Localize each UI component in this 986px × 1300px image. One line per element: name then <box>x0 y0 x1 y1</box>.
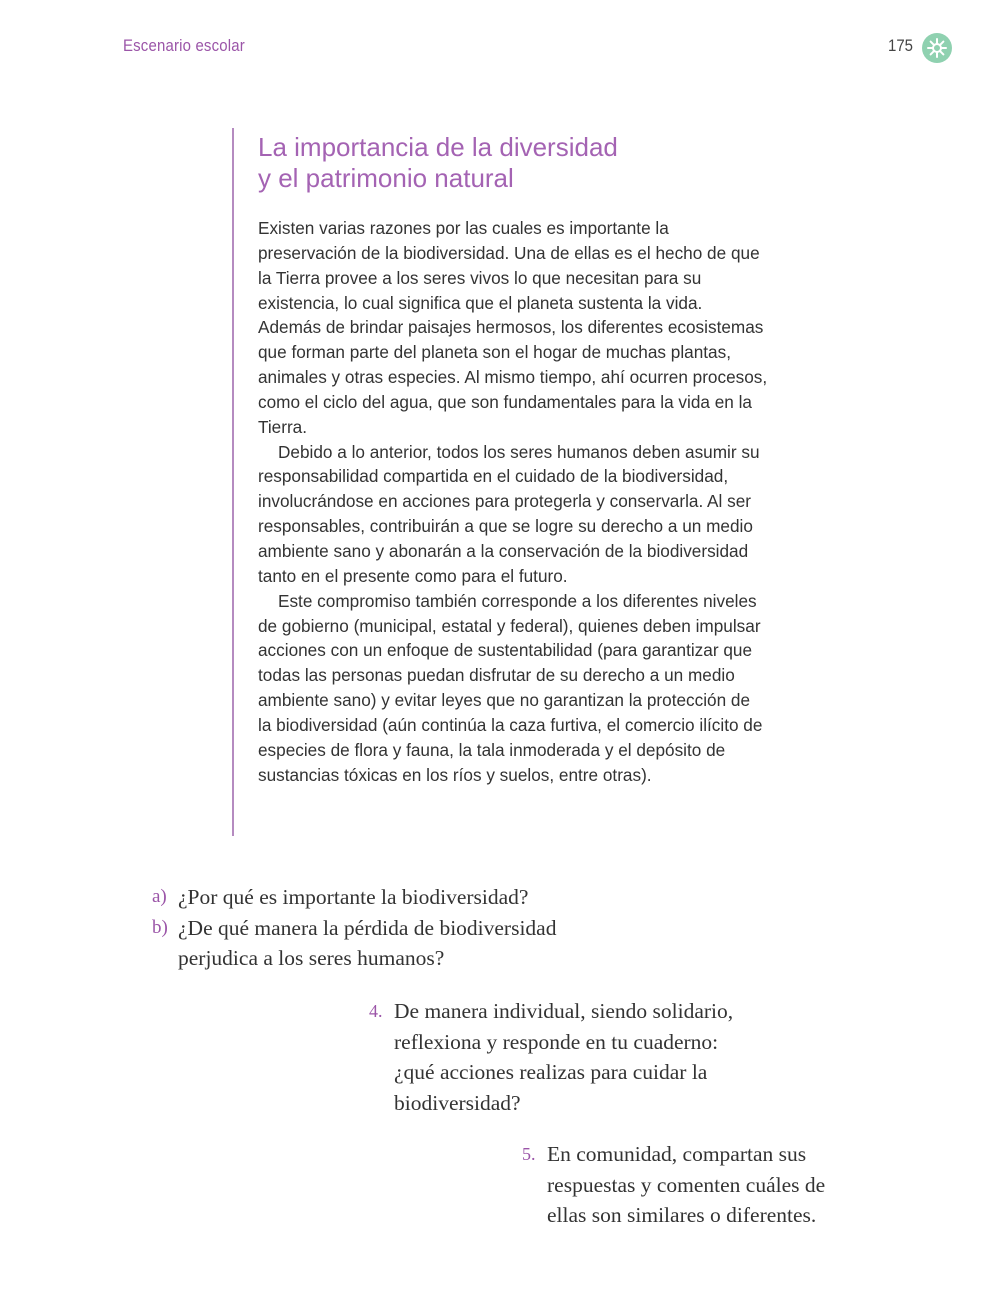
activity-number: 5. <box>522 1144 536 1164</box>
activity-text: En comunidad, compartan sus respuestas y comenten cuáles de ellas son similares o diferentes. <box>547 1142 826 1227</box>
reading-box <box>232 128 774 836</box>
question-list <box>152 882 612 974</box>
reading-paragraph: Este compromiso también corresponde a los diferentes niveles de gobierno (municipal, estatal y federal), quienes deben impulsar acciones con un enfoque de sustentabilidad (para garantizar que todas las personas puedan disfrutar de su derecho a un medio ambiente sano) y evitar leyes que no garantizan la protección de la biodiversidad (aún continúa la caza furtiva, el comercio ilícito de especies de flora y fauna, la tala inmoderada y el depósito de sustancias tóxicas en los ríos y suelos, entre otras). <box>258 590 763 785</box>
reading-paragraph: Existen varias razones por las cuales es importante la preservación de la biodiversidad. Una de ellas es el hecho de que la Tierra provee a los seres vivos lo que necesitan para su existencia, lo cual significa que el planeta sustenta la vida. Además de brindar paisajes hermosos, los diferentes ecosistemas que forman parte del planeta son el hogar de muchas plantas, animales y otras especies. Al mismo tiempo, ahí ocurren procesos, como el ciclo del agua, que son fundamentales para la vida en la Tierra. <box>258 218 768 437</box>
reading-title-line1: La importancia de la diversidad <box>258 132 618 162</box>
activity-number: 4. <box>369 1001 383 1021</box>
running-head: Escenario escolar <box>123 36 245 55</box>
reading-title-line2: y el patrimonio natural <box>258 163 514 193</box>
activity-item <box>369 996 739 1118</box>
flower-icon <box>922 33 952 63</box>
page-number: 175 <box>888 36 913 55</box>
question-item <box>152 882 612 913</box>
activity-item <box>522 1139 842 1231</box>
question-marker: a) <box>152 886 167 907</box>
question-marker: b) <box>152 916 168 938</box>
reading-paragraph: Debido a lo anterior, todos los seres humanos deben asumir su responsabilidad compartida en el cuidado de la biodiversidad, involucrándose en acciones para protegerla y conservarla. Al ser responsables, contribuirán a que se logre su derecho a un medio ambiente sano y abonarán a la conservación de la biodiversidad tanto en el presente como para el futuro. <box>258 441 760 586</box>
question-item <box>152 913 612 974</box>
question-text: ¿Por qué es importante la biodiversidad? <box>178 885 529 909</box>
reading-body <box>258 216 768 787</box>
reading-title <box>258 132 758 194</box>
question-text: ¿De qué manera la pérdida de biodiversidad perjudica a los seres humanos? <box>178 915 557 970</box>
activity-text: De manera individual, siendo solidario, reflexiona y responde en tu cuaderno: ¿qué acciones realizas para cuidar la biodiversidad? <box>394 999 734 1115</box>
